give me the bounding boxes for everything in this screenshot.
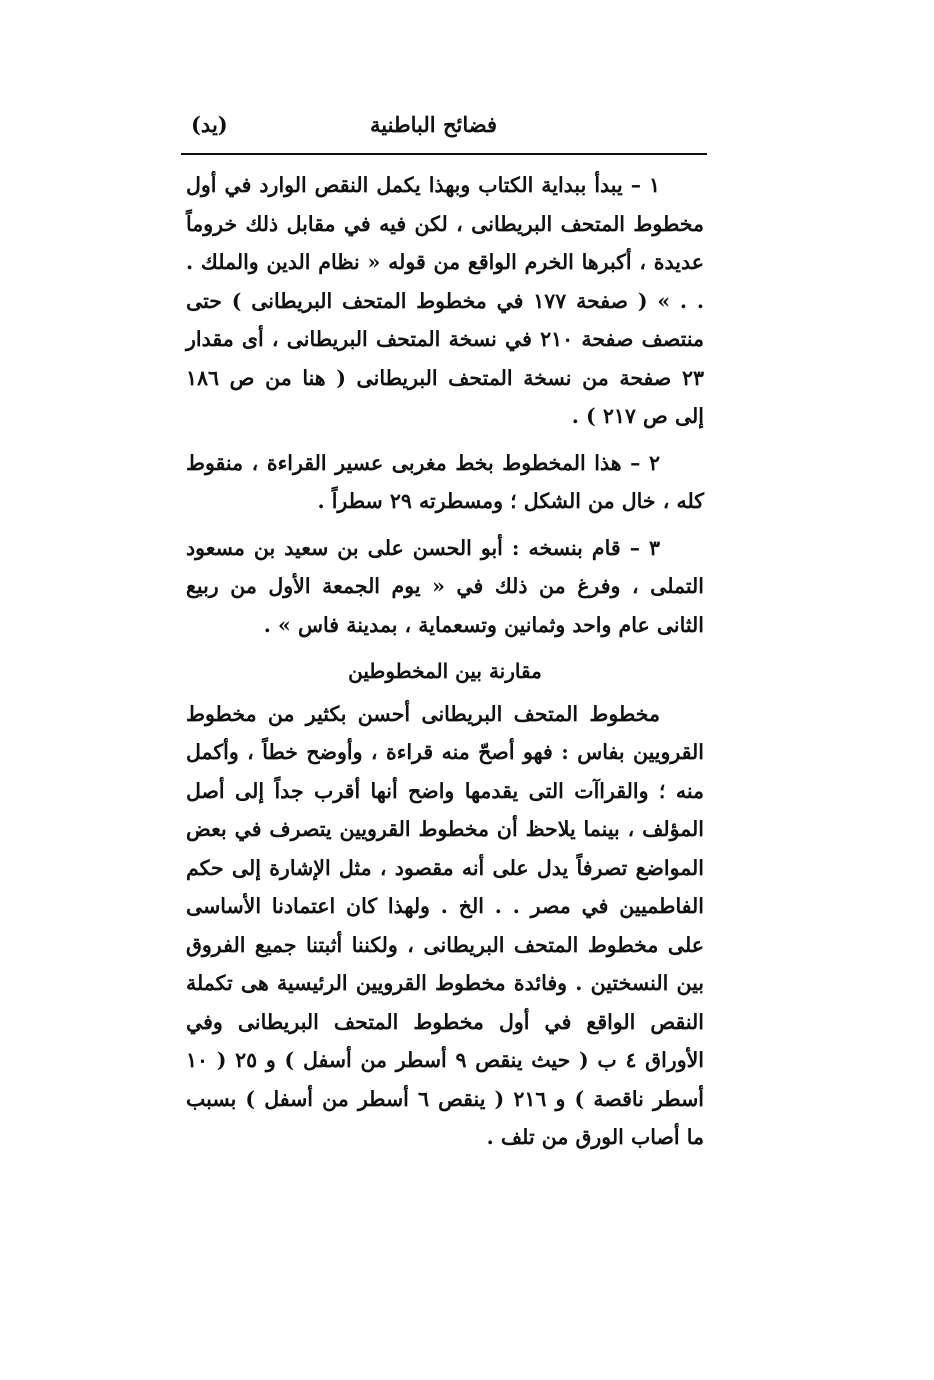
header-rule xyxy=(181,153,707,155)
main-text xyxy=(186,166,704,1165)
running-title: فضائح الباطنية xyxy=(370,112,497,137)
comparison-paragraph: مخطوط المتحف البريطانى أحسن بكثير من مخطوط القرويين بفاس : فهو أصحّ منه قراءة ، وأوضح خطاً ، وأكمل منه ؛ والقراآت التى يقدمها واضح أنها أقرب جداً إلى أصل المؤلف ، بينما يلاحظ أن مخطوط القرويين يتصرف في بعض المواضع تصرفاً يدل على أنه مقصود ، مثل الإشارة إلى حكم الفاطميين في مصر . . الخ . ولهذا كان اعتمادنا الأساسى على مخطوط المتحف البريطانى ، ولكننا أثبتنا جميع الفروق بين النسختين . وفائدة مخطوط القرويين الرئيسية هى تكملة النقص الواقع في أول مخطوط المتحف البريطانى وفي الأوراق ٤ ب ( حيث ينقص ٩ أسطر من أسفل ) و ٢٥ ( ١٠ أسطر ناقصة ) و ٢١٦ ( ينقص ٦ أسطر من أسفل ) بسبب ما أصاب الورق من تلف . xyxy=(186,701,704,1149)
note-paragraph-2: ٢ – هذا المخطوط بخط مغربى عسير القراءة ، منقوط كله ، خال من الشكل ؛ ومسطرته ٢٩ سطراً . xyxy=(186,450,704,513)
running-header xyxy=(181,108,707,148)
note-paragraph-1: ١ – يبدأ ببداية الكتاب وبهذا يكمل النقص الوارد في أول مخطوط المتحف البريطانى ، لكن فيه في مقابل ذلك خروماً عديدة ، أكبرها الخرم الواقع من قوله « نظام الدين والملك . . . » ( صفحة ١٧٧ في مخطوط المتحف البريطانى ) حتى منتصف صفحة ٢١٠ في نسخة المتحف البريطانى ، أى مقدار ٢٣ صفحة من نسخة المتحف البريطانى ( هنا من ص ١٨٦ إلى ص ٢١٧ ) . xyxy=(186,173,704,428)
section-heading: مقارنة بين المخطوطين xyxy=(348,659,542,683)
page-number: (يد) xyxy=(191,112,228,137)
note-paragraph-3: ٣ – قام بنسخه : أبو الحسن على بن سعيد بن مسعود التملى ، وفرغ من ذلك في « يوم الجمعة الأول من ربيع الثانى عام واحد وثمانين وتسعماية ، بمدينة فاس » . xyxy=(186,535,704,637)
